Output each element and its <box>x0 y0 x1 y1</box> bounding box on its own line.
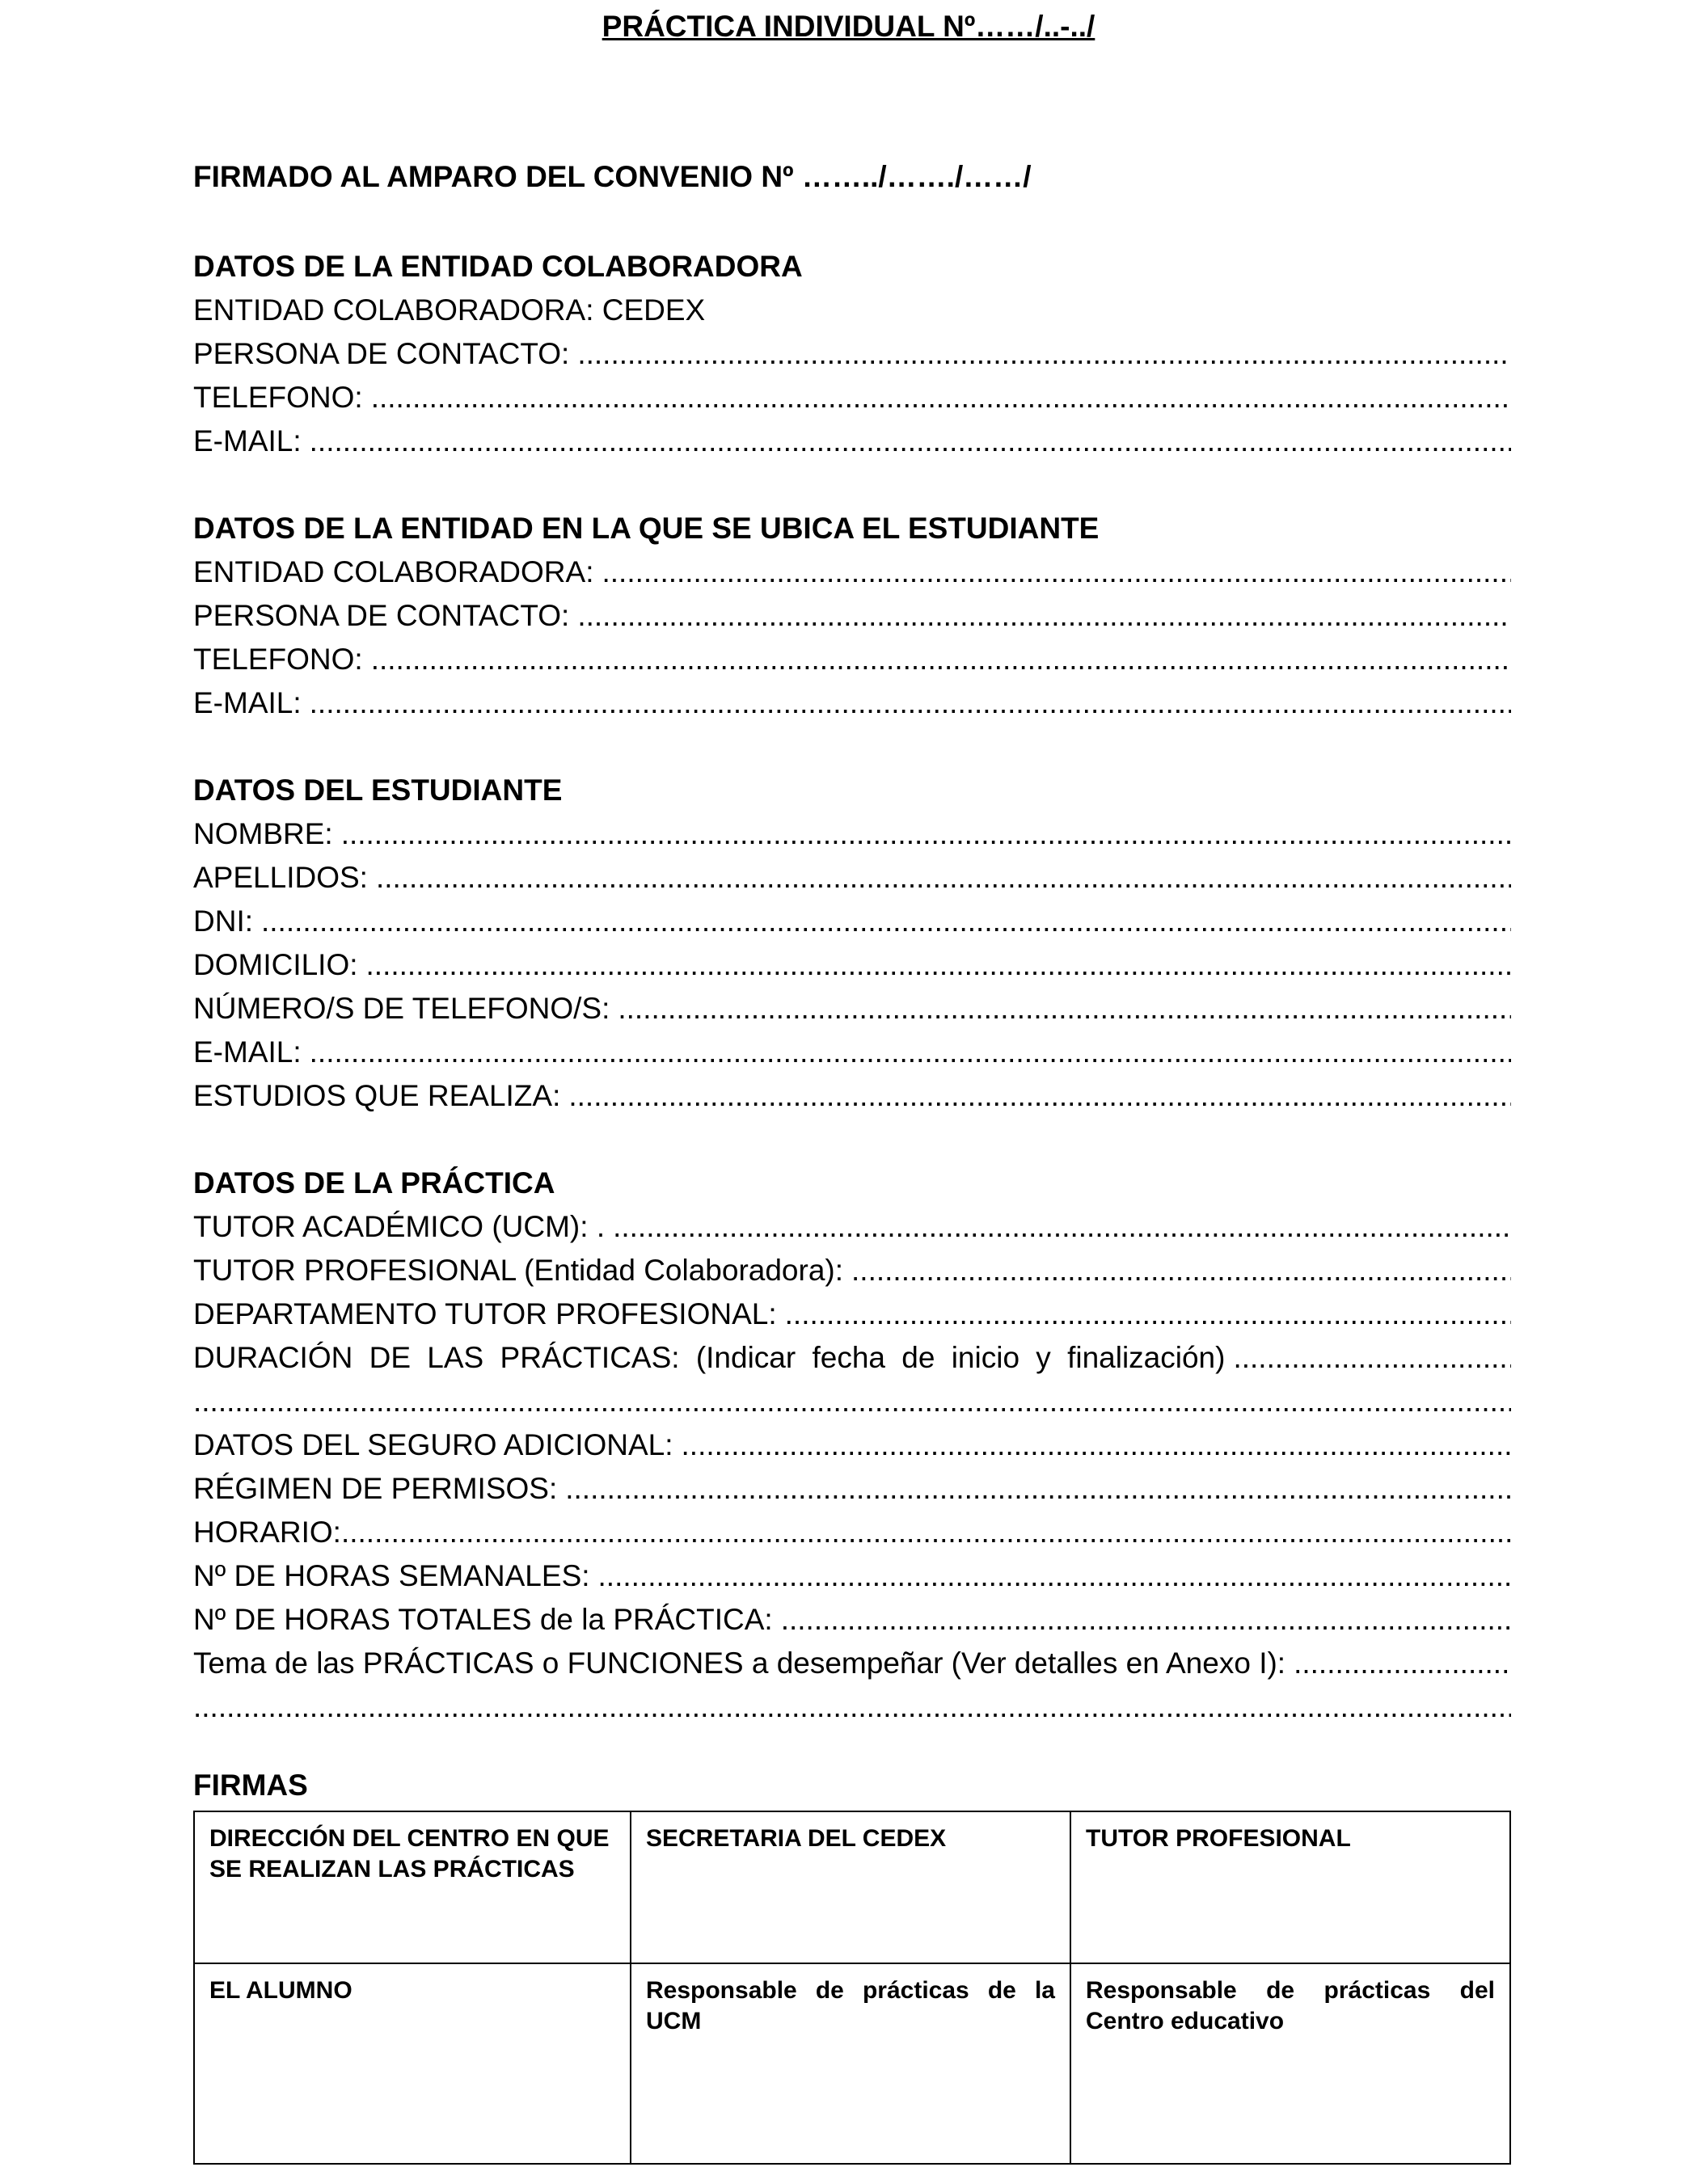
fill-in-dots <box>618 987 1511 1031</box>
field-label: DEPARTAMENTO TUTOR PROFESIONAL: <box>193 1297 777 1330</box>
field-entidad-colaboradora[interactable] <box>193 550 1511 594</box>
fill-in-dots <box>310 1031 1511 1074</box>
field-persona-contacto[interactable] <box>193 594 1511 638</box>
fill-in-dots <box>371 638 1511 681</box>
fill-in-dots <box>341 812 1511 856</box>
signature-cell-responsable-centro[interactable] <box>1071 1964 1509 2163</box>
page-title: PRÁCTICA INDIVIDUAL Nº……/..-../ <box>602 10 1095 43</box>
field-label: NOMBRE: <box>193 817 333 850</box>
fill-in-dots <box>310 420 1511 463</box>
cell-label: Responsable de prácticas de la UCM <box>646 1977 1055 2034</box>
field-telefono[interactable] <box>193 376 1511 420</box>
field-label: E-MAIL: <box>193 424 302 457</box>
field-label: APELLIDOS: <box>193 861 368 894</box>
field-label: DOMICILIO: <box>193 948 358 981</box>
field-label: TELEFONO: <box>193 381 363 414</box>
field-apellidos[interactable] <box>193 856 1511 900</box>
field-label: Tema de las PRÁCTICAS o FUNCIONES a desempeñar (Ver detalles en Anexo I): <box>193 1646 1286 1680</box>
field-label: TUTOR ACADÉMICO (UCM): . <box>193 1210 606 1243</box>
fill-in-dots <box>1294 1642 1511 1685</box>
cell-label: EL ALUMNO <box>209 1977 352 2004</box>
field-tutor-profesional[interactable] <box>193 1249 1511 1292</box>
field-telefono[interactable] <box>193 638 1511 681</box>
fill-in-dots <box>1233 1336 1511 1380</box>
section-heading: DATOS DE LA ENTIDAD COLABORADORA <box>193 250 803 283</box>
field-tutor-academico[interactable] <box>193 1205 1511 1249</box>
section-entidad-colaboradora <box>193 245 1511 463</box>
field-label: PERSONA DE CONTACTO: <box>193 337 570 370</box>
firmas-heading: FIRMAS <box>193 1769 308 1802</box>
signature-cell-alumno[interactable] <box>195 1964 630 2163</box>
cell-label: DIRECCIÓN DEL CENTRO EN QUE SE REALIZAN LAS PRÁCTICAS <box>209 1825 610 1883</box>
field-domicilio[interactable] <box>193 943 1511 987</box>
field-duracion-practicas[interactable] <box>193 1336 1511 1380</box>
field-label: ESTUDIOS QUE REALIZA: <box>193 1079 561 1112</box>
field-seguro-adicional[interactable] <box>193 1423 1511 1467</box>
field-departamento-tutor[interactable] <box>193 1292 1511 1336</box>
fill-in-dots <box>781 1598 1511 1642</box>
field-tema-practicas[interactable] <box>193 1642 1511 1685</box>
field-label: TELEFONO: <box>193 643 363 676</box>
field-entidad-colaboradora <box>193 289 1511 332</box>
fill-in-dots <box>371 376 1511 420</box>
field-label: TUTOR PROFESIONAL (Entidad Colaboradora): <box>193 1254 844 1287</box>
section-heading: DATOS DE LA ENTIDAD EN LA QUE SE UBICA EL ESTUDIANTE <box>193 512 1100 545</box>
fill-in-dots <box>261 900 1511 943</box>
signature-cell-secretaria[interactable] <box>631 1812 1070 1963</box>
field-tema-continuation[interactable] <box>193 1685 1511 1729</box>
field-email[interactable] <box>193 1031 1511 1074</box>
field-label: DATOS DEL SEGURO ADICIONAL: <box>193 1428 673 1461</box>
fill-in-dots <box>602 550 1511 594</box>
convenio-line: FIRMADO AL AMPARO DEL CONVENIO Nº ……../……./……/ <box>193 160 1032 193</box>
field-numeros-telefono[interactable] <box>193 987 1511 1031</box>
section-heading: DATOS DE LA PRÁCTICA <box>193 1166 555 1200</box>
field-horas-totales[interactable] <box>193 1598 1511 1642</box>
fill-in-dots <box>577 594 1511 638</box>
fill-in-dots <box>568 1074 1511 1118</box>
cell-label: Responsable de prácticas del Centro educativo <box>1086 1977 1495 2034</box>
field-label: HORARIO: <box>193 1516 341 1549</box>
fill-in-dots <box>851 1249 1511 1292</box>
signature-cell-tutor-profesional[interactable] <box>1071 1812 1509 1963</box>
field-label: Nº DE HORAS SEMANALES: <box>193 1559 590 1592</box>
field-label: E-MAIL: <box>193 686 302 719</box>
field-label: ENTIDAD COLABORADORA: <box>193 555 594 588</box>
fill-in-dots <box>366 943 1511 987</box>
signature-cell-direccion[interactable] <box>195 1812 630 1963</box>
field-label: ENTIDAD COLABORADORA: CEDEX <box>193 293 706 327</box>
field-email[interactable] <box>193 420 1511 463</box>
field-label: E-MAIL: <box>193 1035 302 1069</box>
fill-in-dots <box>565 1467 1511 1511</box>
fill-in-dots <box>577 332 1511 376</box>
field-dni[interactable] <box>193 900 1511 943</box>
cell-label: TUTOR PROFESIONAL <box>1086 1825 1351 1852</box>
fill-in-dots <box>682 1423 1511 1467</box>
field-label: DNI: <box>193 904 253 938</box>
fill-in-dots <box>341 1511 1511 1554</box>
field-label: Nº DE HORAS TOTALES de la PRÁCTICA: <box>193 1603 773 1636</box>
field-persona-contacto[interactable] <box>193 332 1511 376</box>
fill-in-dots <box>785 1292 1511 1336</box>
fill-in-dots <box>310 681 1511 725</box>
fill-in-dots <box>193 1380 1511 1423</box>
signature-cell-responsable-ucm[interactable] <box>631 1964 1070 2163</box>
field-regimen-permisos[interactable] <box>193 1467 1511 1511</box>
section-datos-practica <box>193 1162 1511 1729</box>
field-duracion-continuation[interactable] <box>193 1380 1511 1423</box>
fill-in-dots <box>598 1554 1511 1598</box>
section-heading: DATOS DEL ESTUDIANTE <box>193 774 563 807</box>
fill-in-dots <box>193 1685 1511 1729</box>
field-label: NÚMERO/S DE TELEFONO/S: <box>193 992 610 1025</box>
fill-in-dots <box>613 1205 1511 1249</box>
cell-label: SECRETARIA DEL CEDEX <box>646 1825 947 1852</box>
field-estudios[interactable] <box>193 1074 1511 1118</box>
section-datos-estudiante <box>193 769 1511 1118</box>
field-horario[interactable] <box>193 1511 1511 1554</box>
section-entidad-estudiante <box>193 507 1511 725</box>
field-label: PERSONA DE CONTACTO: <box>193 599 570 632</box>
field-label: DURACIÓN DE LAS PRÁCTICAS: (Indicar fecha de inicio y finalización) <box>193 1341 1226 1374</box>
field-email[interactable] <box>193 681 1511 725</box>
fill-in-dots <box>376 856 1511 900</box>
signature-table <box>193 1811 1511 2165</box>
field-label: RÉGIMEN DE PERMISOS: <box>193 1472 558 1505</box>
field-nombre[interactable] <box>193 812 1511 856</box>
field-horas-semanales[interactable] <box>193 1554 1511 1598</box>
